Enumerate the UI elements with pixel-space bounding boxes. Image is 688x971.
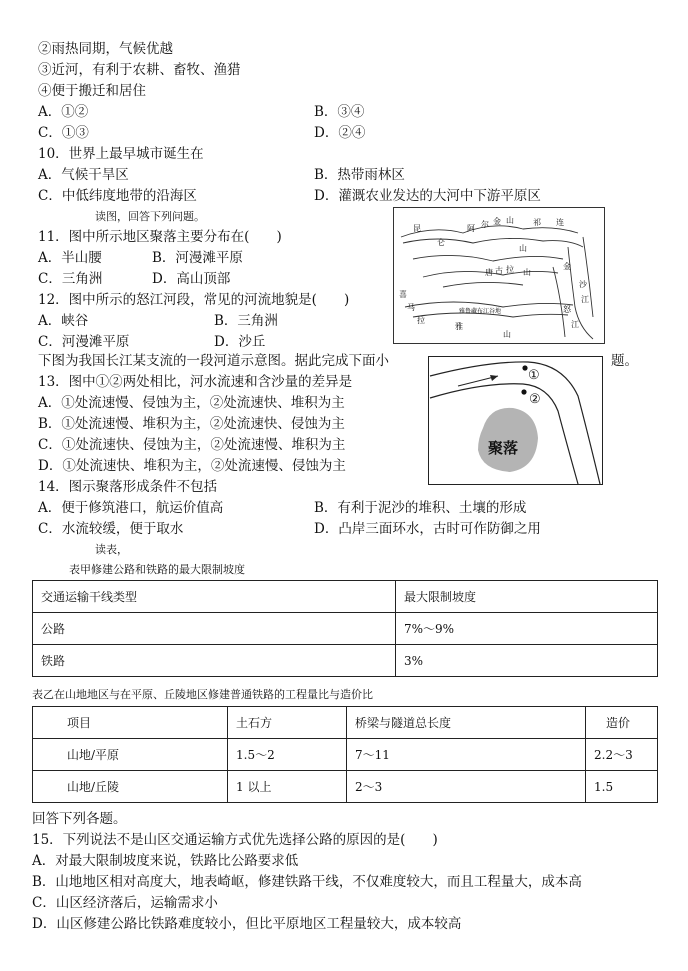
river-channel-figure <box>428 356 603 485</box>
choice-a: A．气候干旱区 <box>38 167 129 183</box>
instruction: 读表， <box>95 543 128 556</box>
table-row <box>33 581 658 613</box>
choice-b: B．有利于泥沙的堆积、土壤的形成 <box>314 500 527 516</box>
answer-intro: 回答下列各题。 <box>32 811 127 827</box>
map-label: 唐 <box>485 268 493 277</box>
table-row <box>33 771 658 803</box>
map-label: 山 <box>503 330 511 339</box>
table-row <box>33 707 658 739</box>
choice-a: A．便于修筑港口，航运价值高 <box>38 500 224 516</box>
table-cell: 公路 <box>33 613 396 645</box>
intro-text: 下图为我国长江某支流的一段河道示意图。据此完成下面小 <box>38 353 389 369</box>
table1-caption: 表甲修建公路和铁路的最大限制坡度 <box>69 563 245 576</box>
map-label: 金 <box>493 217 501 226</box>
table-cell: 2～3 <box>347 771 586 803</box>
map-label: 雅 <box>455 322 463 331</box>
map-label: 拉 <box>506 265 514 274</box>
map-label: 古 <box>495 266 503 275</box>
table-header-cell: 交通运输干线类型 <box>33 581 396 613</box>
map-label: 连 <box>556 218 564 227</box>
marker-1: ① <box>528 368 540 383</box>
question-14: 14．图示聚落形成条件不包括 <box>38 479 218 495</box>
choice-d: D．②④ <box>314 125 366 141</box>
map-label: 尔 <box>481 220 489 229</box>
choice-c: C．水流较缓，便于取水 <box>38 521 184 537</box>
choice-c: C．河漫滩平原 <box>38 334 130 350</box>
map-label: 雅鲁藏布江谷地 <box>459 308 502 315</box>
choice-b: B．①处流速慢、堆积为主，②处流速快、侵蚀为主 <box>38 416 345 432</box>
map-label: 江 <box>571 320 579 329</box>
choice-b: B．三角洲 <box>214 313 278 329</box>
table2-caption: 表乙在山地地区与在平原、丘陵地区修建普通铁路的工程量比与造价比 <box>32 688 373 701</box>
table-header-cell: 土石方 <box>228 707 347 739</box>
question-11: 11．图中所示地区聚落主要分布在( ) <box>38 229 282 245</box>
map-label: 山 <box>506 216 514 225</box>
map-label: 仑 <box>437 238 445 247</box>
table-max-gradient <box>32 580 658 677</box>
question-12: 12．图中所示的怒江河段，常见的河流地貌是( ) <box>38 292 350 308</box>
question-10: 10．世界上最早城市诞生在 <box>38 146 204 162</box>
map-label: 江 <box>581 295 589 304</box>
choice-d: D．山区修建公路比铁路难度较小，但比平原地区工程量较大，成本较高 <box>32 916 462 932</box>
choice-a: A．①② <box>38 104 89 120</box>
choice-d: D．凸岸三面环水，古时可作防御之用 <box>314 521 541 537</box>
map-label: 金 <box>563 262 571 271</box>
table-header-cell: 项目 <box>33 707 228 739</box>
choice-a: A．半山腰 <box>38 250 102 266</box>
instruction: 读图，回答下列问题。 <box>95 210 205 223</box>
table-cell: 1.5 <box>586 771 658 803</box>
choice-d: D．灌溉农业发达的大河中下游平原区 <box>314 188 541 204</box>
choice-c: C．①处流速快、侵蚀为主，②处流速慢、堆积为主 <box>38 437 346 453</box>
choice-b: B．河漫滩平原 <box>152 250 243 266</box>
choice-d: D．沙丘 <box>214 334 266 350</box>
choice-b: B．山地地区相对高度大，地表崎岖，修建铁路干线，不仅难度较大，而且工程量大，成本高 <box>32 874 582 890</box>
table-header-cell: 最大限制坡度 <box>396 581 658 613</box>
option-line: ④便于搬迁和居住 <box>38 83 146 99</box>
intro-text-end: 题。 <box>611 353 638 369</box>
choice-a: A．①处流速慢、侵蚀为主，②处流速快、堆积为主 <box>38 395 345 411</box>
map-label: 喜 <box>399 290 407 299</box>
table-row <box>33 613 658 645</box>
choice-d: D．高山顶部 <box>152 271 231 287</box>
choice-a: A．峡谷 <box>38 313 89 329</box>
question-15: 15．下列说法不是山区交通运输方式优先选择公路的原因的是( ) <box>32 832 438 848</box>
map-label: 沙 <box>579 280 587 289</box>
table-cell: 7～11 <box>347 739 586 771</box>
table-header-cell: 造价 <box>586 707 658 739</box>
table-cell: 3% <box>396 645 658 677</box>
table-cell: 铁路 <box>33 645 396 677</box>
table-cell: 2.2～3 <box>586 739 658 771</box>
choice-c: C．①③ <box>38 125 89 141</box>
terrain-map <box>393 207 605 344</box>
settlement-label: 聚落 <box>488 439 519 457</box>
map-label: 怒 <box>563 305 571 314</box>
choice-c: C．中低纬度地带的沿海区 <box>38 188 197 204</box>
map-label: 阿 <box>467 224 475 233</box>
choice-c: C．三角洲 <box>38 271 103 287</box>
marker-2: ② <box>529 392 541 407</box>
map-label: 拉 <box>417 316 425 325</box>
choice-d: D．①处流速快、堆积为主，②处流速慢、侵蚀为主 <box>38 458 346 474</box>
option-line: ③近河，有利于农耕、畜牧、渔猎 <box>38 62 241 78</box>
choice-a: A．对最大限制坡度来说，铁路比公路要求低 <box>32 853 299 869</box>
choice-b: B．热带雨林区 <box>314 167 405 183</box>
map-label: 祁 <box>533 218 541 227</box>
option-line: ②雨热同期，气候优越 <box>38 41 173 57</box>
table-row <box>33 739 658 771</box>
map-label: 山 <box>523 268 531 277</box>
table-header-cell: 桥梁与隧道总长度 <box>347 707 586 739</box>
choice-b: B．③④ <box>314 104 365 120</box>
map-label: 马 <box>407 303 415 312</box>
table-cell: 7%～9% <box>396 613 658 645</box>
map-label: 昆 <box>413 224 421 233</box>
table-cell: 1 以上 <box>228 771 347 803</box>
table-cell: 山地/平原 <box>33 739 228 771</box>
table-cell: 山地/丘陵 <box>33 771 228 803</box>
choice-c: C．山区经济落后，运输需求小 <box>32 895 218 911</box>
table-row <box>33 645 658 677</box>
table-cell: 1.5～2 <box>228 739 347 771</box>
table-cost-ratio <box>32 706 658 803</box>
map-label: 山 <box>519 244 527 253</box>
question-13: 13．图中①②两处相比，河水流速和含沙量的差异是 <box>38 374 353 390</box>
